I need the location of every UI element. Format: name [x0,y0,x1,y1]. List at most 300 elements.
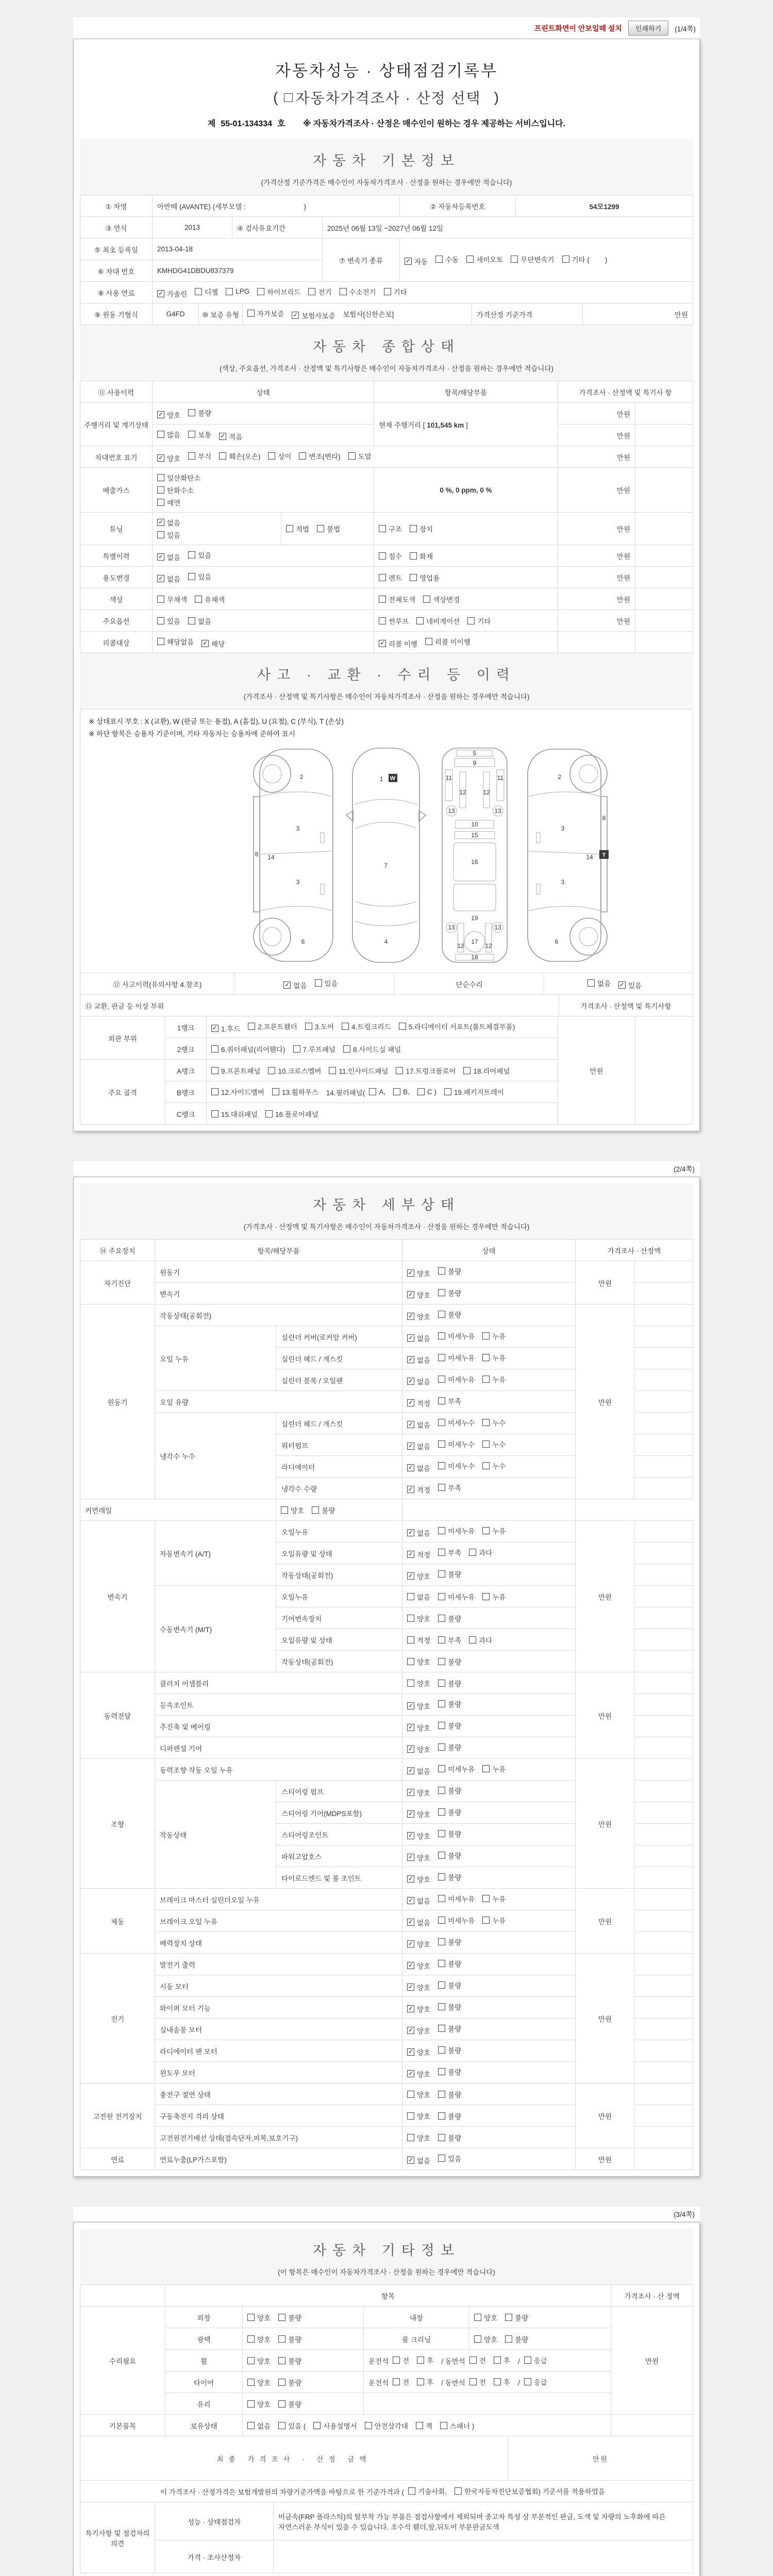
checkbox-option[interactable] [562,254,608,264]
checkbox-option[interactable] [416,2420,432,2431]
checkbox[interactable] [379,552,386,560]
checkbox[interactable]: ✓ [407,1356,414,1363]
checkbox[interactable]: ✓ [407,2005,414,2012]
checkbox-option[interactable] [407,1809,430,1819]
checkbox[interactable] [211,1067,219,1074]
checkbox[interactable]: ✓ [407,1399,414,1406]
checkbox-option[interactable] [438,1591,475,1602]
checkbox[interactable] [494,2378,501,2385]
checkbox-option[interactable] [313,2420,357,2431]
checkbox-option[interactable] [211,1023,240,1033]
checkbox[interactable] [417,1088,425,1095]
checkbox-option[interactable] [379,638,417,649]
checkbox[interactable] [342,1023,349,1030]
checkbox[interactable]: ✓ [157,553,164,561]
checkbox[interactable] [410,525,417,532]
checkbox-option[interactable] [157,485,369,495]
checkbox[interactable] [440,2422,447,2429]
checkbox[interactable] [247,2422,255,2429]
checkbox[interactable] [393,2378,400,2385]
checkbox-option[interactable] [438,1678,461,1688]
checkbox[interactable] [396,1067,403,1074]
checkbox-option[interactable] [384,286,407,297]
checkbox-option[interactable] [438,1569,461,1579]
checkbox[interactable] [410,574,417,581]
checkbox-option[interactable] [438,2066,461,2077]
checkbox[interactable] [393,2357,400,2364]
checkbox-option[interactable] [410,523,433,534]
checkbox-option[interactable] [407,1852,430,1862]
checkbox[interactable] [562,256,569,263]
checkbox-option[interactable] [188,429,211,439]
checkbox-option[interactable] [438,1958,461,1969]
checkbox-option[interactable] [268,1065,321,1076]
checkbox[interactable] [466,256,474,263]
checkbox[interactable] [524,2357,531,2364]
checkbox[interactable] [438,1267,445,1275]
checkbox-option[interactable] [329,1065,388,1076]
checkbox[interactable] [438,1938,445,1945]
checkbox-option[interactable] [312,1505,335,1515]
checkbox-option[interactable] [188,616,211,626]
checkbox-option[interactable] [157,472,369,483]
checkbox[interactable] [438,1722,445,1729]
checkbox[interactable] [247,2379,255,2386]
checkbox-option[interactable] [407,1722,430,1733]
checkbox-option[interactable] [157,530,276,540]
checkbox[interactable] [188,573,195,580]
checkbox-option[interactable] [425,636,470,647]
checkbox-option[interactable] [438,1352,475,1363]
checkbox[interactable] [211,1110,219,1117]
checkbox[interactable] [438,1549,445,1556]
checkbox[interactable]: ✓ [407,1854,414,1861]
checkbox-option[interactable] [407,1982,430,1992]
checkbox[interactable] [278,2357,285,2364]
checkbox-option[interactable] [494,2377,510,2387]
checkbox-option[interactable] [407,1895,430,1906]
checkbox[interactable] [284,93,293,102]
checkbox-option[interactable] [469,2355,486,2365]
checkbox[interactable] [293,1045,300,1053]
checkbox[interactable] [278,2379,285,2386]
checkbox-option[interactable] [317,523,340,534]
checkbox-option[interactable] [466,254,503,264]
checkbox-option[interactable] [618,980,642,990]
checkbox[interactable]: ✓ [407,1875,414,1883]
checkbox-option[interactable] [438,1613,461,1623]
checkbox-option[interactable] [410,572,440,583]
checkbox[interactable]: ✓ [407,1832,414,1839]
checkbox-option[interactable] [195,594,225,604]
checkbox[interactable]: ✓ [407,1572,414,1580]
checkbox-option[interactable] [438,1720,461,1731]
checkbox[interactable] [188,551,195,558]
checkbox-option[interactable] [438,1635,461,1645]
checkbox-option[interactable] [393,1088,410,1096]
checkbox[interactable] [281,1506,288,1514]
print-button[interactable]: 인쇄하기 [628,21,668,36]
checkbox-option[interactable] [482,1915,506,1925]
checkbox-option[interactable] [157,517,276,528]
checkbox-option[interactable] [438,1937,461,1947]
checkbox[interactable]: ✓ [292,312,299,319]
checkbox[interactable]: ✓ [407,1940,414,1947]
checkbox[interactable] [438,1376,445,1383]
checkbox-option[interactable] [482,1417,506,1428]
checkbox[interactable] [268,1067,275,1074]
checkbox-option[interactable] [417,1088,436,1096]
checkbox[interactable] [417,2357,424,2364]
checkbox-option[interactable] [268,451,291,461]
checkbox-option[interactable] [278,2334,301,2344]
checkbox-option[interactable] [407,1398,430,1408]
checkbox[interactable] [317,525,324,532]
checkbox[interactable] [438,1440,445,1448]
checkbox-option[interactable] [416,616,460,626]
checkbox-option[interactable] [315,978,338,988]
checkbox-option[interactable] [438,1331,475,1341]
checkbox-option[interactable] [407,1419,430,1430]
checkbox-option[interactable] [407,1917,430,1927]
checkbox-option[interactable] [272,1087,318,1097]
checkbox[interactable] [438,1700,445,1707]
checkbox[interactable]: ✓ [405,258,412,265]
checkbox-option[interactable] [444,1087,504,1097]
checkbox-option[interactable] [440,2420,474,2431]
checkbox[interactable] [407,1636,414,1643]
checkbox[interactable]: ✓ [407,1919,414,1926]
checkbox[interactable] [278,2314,285,2321]
checkbox-option[interactable] [201,638,225,649]
checkbox-option[interactable] [407,2155,430,2165]
checkbox[interactable] [315,979,322,987]
checkbox-option[interactable] [482,1764,506,1774]
checkbox-option[interactable] [247,2355,271,2366]
checkbox-option[interactable] [305,1021,334,1031]
checkbox-option[interactable] [407,1290,430,1300]
checkbox-option[interactable] [407,1787,430,1798]
checkbox-option[interactable] [399,1021,515,1031]
checkbox[interactable]: ✓ [407,1421,414,1428]
checkbox[interactable] [482,1440,490,1448]
checkbox-option[interactable] [257,286,300,297]
checkbox[interactable] [188,409,195,416]
checkbox-option[interactable] [211,1109,258,1119]
checkbox-option[interactable] [284,87,481,108]
checkbox[interactable] [438,1419,445,1426]
checkbox-option[interactable] [482,1352,506,1363]
checkbox-option[interactable] [278,2312,301,2323]
checkbox[interactable] [482,1376,490,1383]
checkbox[interactable] [474,2314,481,2321]
checkbox[interactable] [482,1593,490,1600]
checkbox-option[interactable] [157,552,180,562]
checkbox[interactable] [423,596,430,603]
checkbox[interactable]: ✓ [407,1551,414,1558]
checkbox[interactable] [247,2335,255,2343]
checkbox[interactable]: ✓ [157,411,164,418]
checkbox[interactable]: ✓ [407,1810,414,1818]
checkbox[interactable] [438,2112,445,2120]
checkbox-option[interactable] [157,429,180,439]
checkbox[interactable] [438,2134,445,2141]
checkbox-option[interactable] [438,1872,461,1882]
checkbox[interactable] [416,2422,423,2429]
checkbox[interactable] [247,310,255,317]
checkbox[interactable] [416,617,424,624]
checkbox-option[interactable] [157,616,180,626]
checkbox-option[interactable] [407,1441,430,1451]
checkbox-option[interactable] [438,1526,475,1536]
checkbox-option[interactable] [283,980,307,990]
checkbox[interactable]: ✓ [157,575,164,582]
checkbox[interactable]: ✓ [283,981,291,989]
checkbox[interactable]: ✓ [407,1529,414,1536]
checkbox-option[interactable] [157,573,180,584]
checkbox[interactable]: ✓ [407,1334,414,1342]
checkbox[interactable] [272,1088,279,1095]
checkbox[interactable] [438,2003,445,2010]
checkbox-option[interactable] [438,1850,461,1860]
checkbox[interactable] [511,256,518,263]
checkbox[interactable] [248,1023,255,1030]
checkbox-option[interactable] [438,2111,461,2121]
checkbox[interactable] [407,1658,414,1665]
checkbox[interactable] [407,1680,414,1687]
checkbox-option[interactable] [505,2312,528,2323]
checkbox-option[interactable] [438,2089,461,2099]
checkbox-option[interactable] [438,1287,461,1298]
checkbox-option[interactable] [265,1109,318,1119]
checkbox[interactable] [438,1636,445,1643]
checkbox[interactable] [438,1917,445,1924]
checkbox-option[interactable] [157,453,180,463]
checkbox[interactable] [278,2422,285,2429]
checkbox[interactable] [482,1332,490,1340]
checkbox[interactable] [482,1354,490,1361]
checkbox[interactable]: ✓ [407,1724,414,1731]
checkbox-option[interactable] [438,1417,475,1428]
checkbox[interactable]: ✓ [407,2070,414,2077]
checkbox-option[interactable] [474,2312,497,2323]
checkbox[interactable] [299,452,306,460]
checkbox[interactable] [226,288,233,295]
checkbox-option[interactable] [247,2312,271,2323]
checkbox[interactable] [407,2091,414,2098]
checkbox[interactable]: ✓ [407,1745,414,1753]
checkbox-option[interactable] [247,2399,271,2409]
checkbox-option[interactable] [407,1874,430,1884]
checkbox[interactable] [195,288,202,295]
checkbox[interactable] [265,1110,273,1117]
checkbox[interactable]: ✓ [211,1025,219,1032]
checkbox[interactable] [188,452,195,460]
checkbox[interactable]: ✓ [407,1984,414,1991]
checkbox[interactable] [438,1332,445,1340]
checkbox-option[interactable] [482,1439,506,1449]
checkbox-option[interactable] [407,1376,430,1386]
checkbox-option[interactable] [417,2377,433,2387]
checkbox[interactable] [438,2046,445,2054]
checkbox[interactable] [438,2091,445,2098]
checkbox-option[interactable] [438,1547,461,1557]
checkbox[interactable] [438,1484,445,1491]
checkbox[interactable] [438,1527,445,1534]
checkbox[interactable]: ✓ [407,1702,414,1709]
checkbox-option[interactable] [423,594,460,604]
checkbox[interactable] [247,2400,255,2408]
checkbox[interactable] [505,2314,512,2321]
checkbox[interactable] [157,499,164,506]
checkbox[interactable]: ✓ [407,1313,414,1320]
checkbox-option[interactable] [157,289,187,299]
checkbox[interactable] [469,1636,476,1643]
checkbox[interactable] [407,1615,414,1622]
checkbox[interactable] [329,1067,336,1074]
checkbox-option[interactable] [157,410,180,420]
checkbox-option[interactable] [219,451,260,461]
checkbox-option[interactable] [278,2355,301,2366]
checkbox-option[interactable] [278,2420,306,2431]
checkbox-option[interactable] [157,594,187,604]
checkbox-option[interactable] [438,1396,461,1406]
checkbox[interactable] [211,1088,219,1095]
checkbox-option[interactable] [407,2025,430,2036]
checkbox-option[interactable] [407,1744,430,1754]
checkbox[interactable]: ✓ [407,1291,414,1298]
checkbox-option[interactable] [455,2486,605,2496]
checkbox-option[interactable] [379,594,415,604]
checkbox-option[interactable] [299,451,340,461]
checkbox[interactable] [438,1873,445,1880]
checkbox-option[interactable] [211,1044,285,1054]
checkbox-option[interactable] [407,2004,430,2014]
checkbox[interactable]: ✓ [407,1378,414,1385]
checkbox[interactable]: ✓ [407,1962,414,1969]
checkbox-option[interactable] [407,1701,430,1711]
checkbox[interactable] [467,617,475,624]
checkbox[interactable] [365,2422,372,2429]
checkbox-option[interactable] [469,2377,486,2387]
checkbox-option[interactable] [342,1021,391,1031]
checkbox[interactable] [379,525,386,532]
checkbox[interactable] [438,2155,445,2162]
checkbox[interactable] [494,2357,501,2364]
checkbox-option[interactable] [524,2377,547,2387]
checkbox-option[interactable] [188,571,211,582]
checkbox-option[interactable] [247,2420,271,2431]
checkbox-option[interactable] [438,1439,475,1449]
checkbox[interactable]: ✓ [407,2048,414,2056]
checkbox-option[interactable] [438,1807,461,1817]
checkbox-option[interactable] [286,523,309,534]
checkbox-option[interactable] [308,286,331,297]
checkbox[interactable] [157,531,164,538]
checkbox-option[interactable] [396,1065,456,1076]
checkbox-option[interactable] [188,550,211,560]
checkbox-option[interactable] [211,1087,264,1097]
checkbox-option[interactable] [463,1065,510,1076]
checkbox[interactable] [384,288,391,295]
checkbox[interactable] [505,2335,512,2343]
checkbox-option[interactable] [407,1678,430,1688]
checkbox[interactable] [482,1765,490,1772]
checkbox[interactable]: ✓ [407,1269,414,1277]
checkbox[interactable] [157,431,164,438]
checkbox-option[interactable] [340,286,376,297]
checkbox[interactable]: ✓ [407,1767,414,1774]
checkbox[interactable] [469,1549,476,1556]
checkbox-option[interactable] [438,2002,461,2012]
checkbox[interactable] [469,2357,477,2364]
checkbox-option[interactable] [511,254,554,264]
checkbox-option[interactable] [379,572,402,583]
checkbox-option[interactable] [407,1484,430,1495]
checkbox[interactable] [157,638,164,645]
checkbox[interactable] [438,1808,445,1816]
checkbox-option[interactable] [407,1333,430,1343]
checkbox-option[interactable] [407,1463,430,1473]
checkbox-option[interactable] [438,1656,461,1667]
checkbox[interactable] [438,1615,445,1622]
checkbox[interactable] [379,617,386,624]
checkbox-option[interactable] [405,256,428,266]
checkbox-option[interactable] [407,1528,430,1538]
checkbox-option[interactable] [438,2045,461,2055]
checkbox-option[interactable] [438,1699,461,1709]
checkbox-option[interactable] [379,616,409,626]
checkbox-option[interactable] [157,497,369,507]
checkbox-option[interactable] [438,1915,475,1925]
checkbox[interactable]: ✓ [201,640,209,647]
checkbox-option[interactable] [348,451,372,461]
checkbox[interactable] [278,2335,285,2343]
checkbox-option[interactable] [587,978,611,988]
checkbox[interactable] [379,596,386,603]
checkbox[interactable] [399,1023,406,1030]
checkbox-option[interactable] [474,2334,497,2344]
checkbox-option[interactable] [247,2377,271,2387]
checkbox-option[interactable] [343,1044,401,1054]
checkbox[interactable] [482,1462,490,1469]
checkbox[interactable]: ✓ [407,1486,414,1493]
checkbox-option[interactable] [407,1311,430,1321]
checkbox-option[interactable] [482,1526,506,1536]
checkbox[interactable] [157,617,164,624]
checkbox[interactable] [438,1895,445,1902]
checkbox[interactable] [438,2025,445,2032]
checkbox-option[interactable] [407,2111,430,2121]
checkbox[interactable] [188,431,195,438]
checkbox[interactable] [247,2314,255,2321]
checkbox-option[interactable] [469,1547,492,1557]
checkbox-option[interactable] [407,1635,430,1645]
checkbox-option[interactable] [278,2399,301,2409]
checkbox[interactable] [438,1397,445,1404]
checkbox[interactable] [438,1593,445,1600]
checkbox[interactable] [247,2357,255,2364]
checkbox[interactable]: ✓ [157,519,164,526]
checkbox[interactable] [438,1765,445,1772]
checkbox-option[interactable] [438,1309,461,1319]
checkbox-option[interactable] [407,1831,430,1841]
checkbox-option[interactable] [438,1482,461,1493]
checkbox-option[interactable] [365,2420,408,2431]
checkbox[interactable] [438,1743,445,1751]
checkbox[interactable] [482,1917,490,1924]
checkbox-option[interactable] [410,551,433,561]
